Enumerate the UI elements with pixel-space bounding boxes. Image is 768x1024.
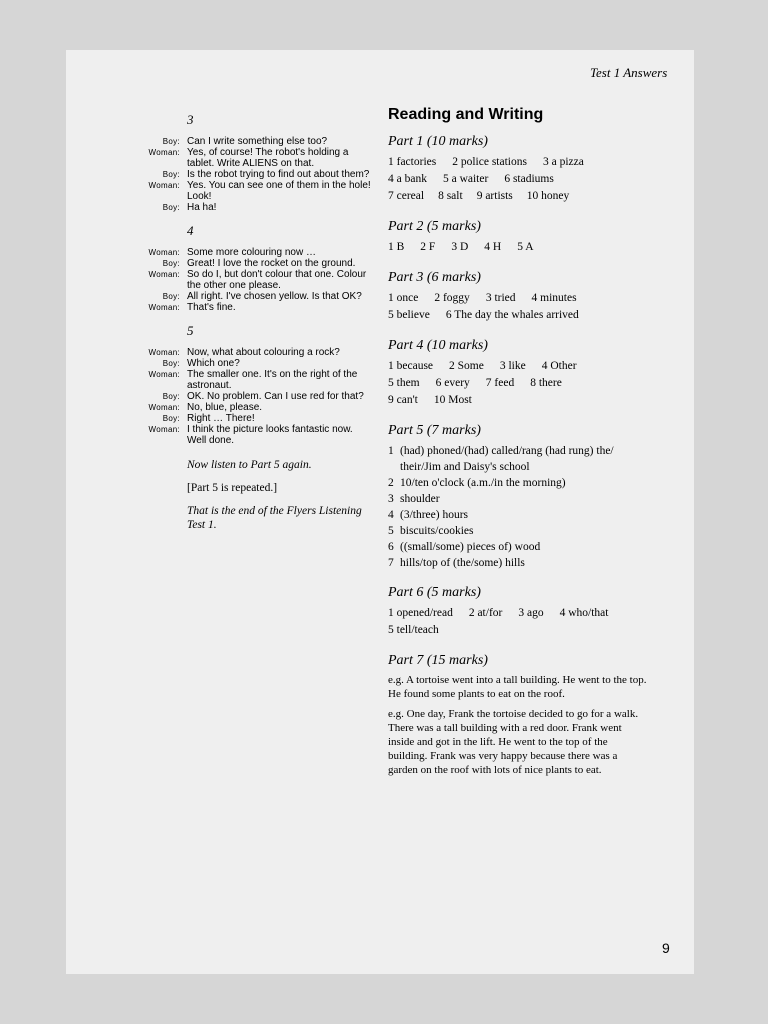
answer-row bbox=[388, 358, 648, 375]
speaker: Woman: bbox=[148, 403, 180, 412]
answer: 5 tell/teach bbox=[388, 624, 439, 636]
answer: 3 a pizza bbox=[542, 156, 584, 168]
part-1-title: Part 1 (10 marks) bbox=[388, 134, 488, 149]
answer-number: 7 bbox=[388, 557, 394, 569]
dialogue-line bbox=[140, 291, 372, 302]
answer-text: shoulder bbox=[400, 493, 440, 505]
answer: 7 feed bbox=[485, 377, 515, 389]
part-2-title: Part 2 (5 marks) bbox=[388, 219, 481, 234]
answer: 2 police stations bbox=[452, 156, 527, 168]
dialogue-line bbox=[140, 413, 372, 424]
answer-text: (3/three) hours bbox=[400, 509, 469, 521]
answer: 2 foggy bbox=[434, 292, 470, 304]
answer: 9 artists bbox=[476, 190, 513, 202]
dialogue-line bbox=[140, 391, 372, 402]
answer: 10 Most bbox=[433, 394, 472, 406]
speaker: Woman: bbox=[148, 370, 180, 379]
part-3-title: Part 3 (6 marks) bbox=[388, 270, 481, 285]
speech: Now, what about colouring a rock? bbox=[187, 347, 340, 358]
answer-number: 4 bbox=[388, 509, 394, 521]
end-note: That is the end of the Flyers Listening Test 1. bbox=[187, 505, 362, 531]
answer-row bbox=[388, 392, 648, 409]
part-7-title: Part 7 (15 marks) bbox=[388, 653, 488, 668]
answer-item bbox=[388, 475, 648, 491]
answer-row bbox=[388, 375, 648, 392]
part-5-title: Part 5 (7 marks) bbox=[388, 423, 481, 438]
dialogue-line bbox=[140, 247, 372, 258]
answer: 9 can't bbox=[388, 394, 418, 406]
answer: 4 Other bbox=[541, 360, 577, 372]
answer-text: hills/top of (the/some) hills bbox=[400, 557, 525, 569]
dialogue-line bbox=[140, 369, 372, 391]
listening-transcript bbox=[140, 112, 372, 532]
speech: Can I write something else too? bbox=[187, 136, 328, 147]
answer-number: 1 bbox=[388, 445, 394, 457]
sample-answer: e.g. One day, Frank the tortoise decided to go for a walk. There was a tall building with a red door. Frank went inside and got in the lift. He went to the top of the building. Frank was very happy because there was a garden on the roof with lots of nice plants to eat. bbox=[388, 708, 639, 776]
dialogue-line bbox=[140, 180, 372, 202]
answer-number: 2 bbox=[388, 477, 394, 489]
speaker: Boy: bbox=[162, 259, 180, 268]
dialogue-line bbox=[140, 302, 372, 313]
speaker: Boy: bbox=[162, 203, 180, 212]
answer-text: ((small/some) pieces of) wood bbox=[400, 541, 541, 553]
part-6-title: Part 6 (5 marks) bbox=[388, 585, 481, 600]
dialogue-line bbox=[140, 202, 372, 213]
answer-item bbox=[388, 523, 648, 539]
answer: 4 a bank bbox=[388, 173, 427, 185]
answer-text: biscuits/cookies bbox=[400, 525, 474, 537]
dialogue-line bbox=[140, 358, 372, 369]
answer: 3 D bbox=[451, 241, 469, 253]
answer-row bbox=[388, 622, 648, 639]
answer: 1 factories bbox=[388, 156, 437, 168]
speech: Is the robot trying to find out about them? bbox=[187, 169, 370, 180]
running-head: Test 1 Answers bbox=[590, 65, 668, 80]
speech: Great! I love the rocket on the ground. bbox=[187, 258, 356, 269]
answer-number: 6 bbox=[388, 541, 394, 553]
speech: No, blue, please. bbox=[187, 402, 263, 413]
answer: 1 opened/read bbox=[388, 607, 453, 619]
speech: Right … There! bbox=[187, 413, 255, 424]
speech: Yes, of course! The robot's holding a tablet. Write ALIENS on that. bbox=[187, 147, 349, 169]
answer-row bbox=[388, 188, 648, 205]
speech: Yes. You can see one of them in the hole! Look! bbox=[187, 180, 371, 202]
section-heading: Reading and Writing bbox=[388, 106, 544, 123]
answer: 10 honey bbox=[526, 190, 570, 202]
part-4-title: Part 4 (10 marks) bbox=[388, 338, 488, 353]
answer: 2 at/for bbox=[468, 607, 503, 619]
dialogue-line bbox=[140, 402, 372, 413]
speaker: Woman: bbox=[148, 270, 180, 279]
answer: 1 once bbox=[388, 292, 419, 304]
answer-row bbox=[388, 605, 648, 622]
answer: 5 them bbox=[388, 377, 420, 389]
transcript-section-5 bbox=[140, 323, 372, 446]
speaker: Boy: bbox=[162, 292, 180, 301]
answer-text: 10/ten o'clock (a.m./in the morning) bbox=[400, 477, 566, 489]
speaker: Woman: bbox=[148, 248, 180, 257]
answer: 2 F bbox=[420, 241, 436, 253]
answer: 6 every bbox=[435, 377, 470, 389]
dialogue-line bbox=[140, 147, 372, 169]
answer-row bbox=[388, 154, 648, 171]
listen-again-note: Now listen to Part 5 again. bbox=[187, 459, 312, 471]
answer: 4 who/that bbox=[559, 607, 609, 619]
speech: So do I, but don't colour that one. Colour the other one please. bbox=[187, 269, 367, 291]
answer: 1 because bbox=[388, 360, 434, 372]
answer: 2 Some bbox=[449, 360, 484, 372]
speech: Which one? bbox=[187, 358, 240, 369]
answer: 3 tried bbox=[485, 292, 516, 304]
speech: OK. No problem. Can I use red for that? bbox=[187, 391, 364, 402]
answer-row bbox=[388, 307, 648, 324]
speech: All right. I've chosen yellow. Is that OK? bbox=[187, 291, 362, 302]
answer: 4 H bbox=[484, 241, 502, 253]
answer: 5 A bbox=[517, 241, 534, 253]
answer-item bbox=[388, 539, 648, 555]
answer: 8 there bbox=[530, 377, 562, 389]
answer-number: 3 bbox=[388, 493, 394, 505]
answer: 6 The day the whales arrived bbox=[445, 309, 579, 321]
speaker: Boy: bbox=[162, 414, 180, 423]
dialogue-line bbox=[140, 136, 372, 147]
speaker: Woman: bbox=[148, 425, 180, 434]
dialogue-line bbox=[140, 347, 372, 358]
speech: I think the picture looks fantastic now. Well done. bbox=[187, 424, 353, 446]
speaker: Woman: bbox=[148, 303, 180, 312]
speaker: Boy: bbox=[162, 170, 180, 179]
speaker: Woman: bbox=[148, 181, 180, 190]
dialogue-line bbox=[140, 424, 372, 446]
answer: 5 a waiter bbox=[442, 173, 489, 185]
answer: 3 like bbox=[499, 360, 526, 372]
answer: 1 B bbox=[388, 241, 405, 253]
answer-row bbox=[388, 290, 648, 307]
answer-item bbox=[388, 507, 648, 523]
speech: The smaller one. It's on the right of the astronaut. bbox=[187, 369, 358, 391]
speaker: Woman: bbox=[148, 348, 180, 357]
speech: Some more colouring now … bbox=[187, 247, 316, 258]
section-number: 3 bbox=[187, 112, 194, 127]
answer-item bbox=[388, 491, 648, 507]
answer: 5 believe bbox=[388, 309, 430, 321]
dialogue-line bbox=[140, 269, 372, 291]
speech: That's fine. bbox=[187, 302, 236, 313]
speaker: Boy: bbox=[162, 359, 180, 368]
answer-item bbox=[388, 443, 648, 475]
answer-item bbox=[388, 555, 648, 571]
answer: 3 ago bbox=[518, 607, 544, 619]
transcript-section-3 bbox=[140, 112, 372, 213]
answer: 7 cereal bbox=[388, 190, 425, 202]
answer-text: (had) phoned/(had) called/rang (had rung) the/ their/Jim and Daisy's school bbox=[400, 445, 614, 473]
answer-number: 5 bbox=[388, 525, 394, 537]
answer-row bbox=[388, 171, 648, 188]
speaker: Boy: bbox=[162, 137, 180, 146]
speaker: Woman: bbox=[148, 148, 180, 157]
page-number: 9 bbox=[662, 940, 670, 956]
transcript-section-4 bbox=[140, 223, 372, 313]
dialogue-line bbox=[140, 258, 372, 269]
answer: 6 stadiums bbox=[504, 173, 554, 185]
dialogue-line bbox=[140, 169, 372, 180]
repeated-note: [Part 5 is repeated.] bbox=[187, 482, 278, 494]
reading-writing-answers bbox=[388, 106, 648, 783]
answer: 4 minutes bbox=[531, 292, 577, 304]
sample-answer: e.g. A tortoise went into a tall building. He went to the top. He found some plants to eat on the roof. bbox=[388, 674, 647, 700]
answer: 8 salt bbox=[438, 190, 463, 202]
section-number: 5 bbox=[187, 323, 194, 338]
speech: Ha ha! bbox=[187, 202, 217, 213]
answer-row bbox=[388, 239, 648, 256]
section-number: 4 bbox=[187, 223, 194, 238]
speaker: Boy: bbox=[162, 392, 180, 401]
